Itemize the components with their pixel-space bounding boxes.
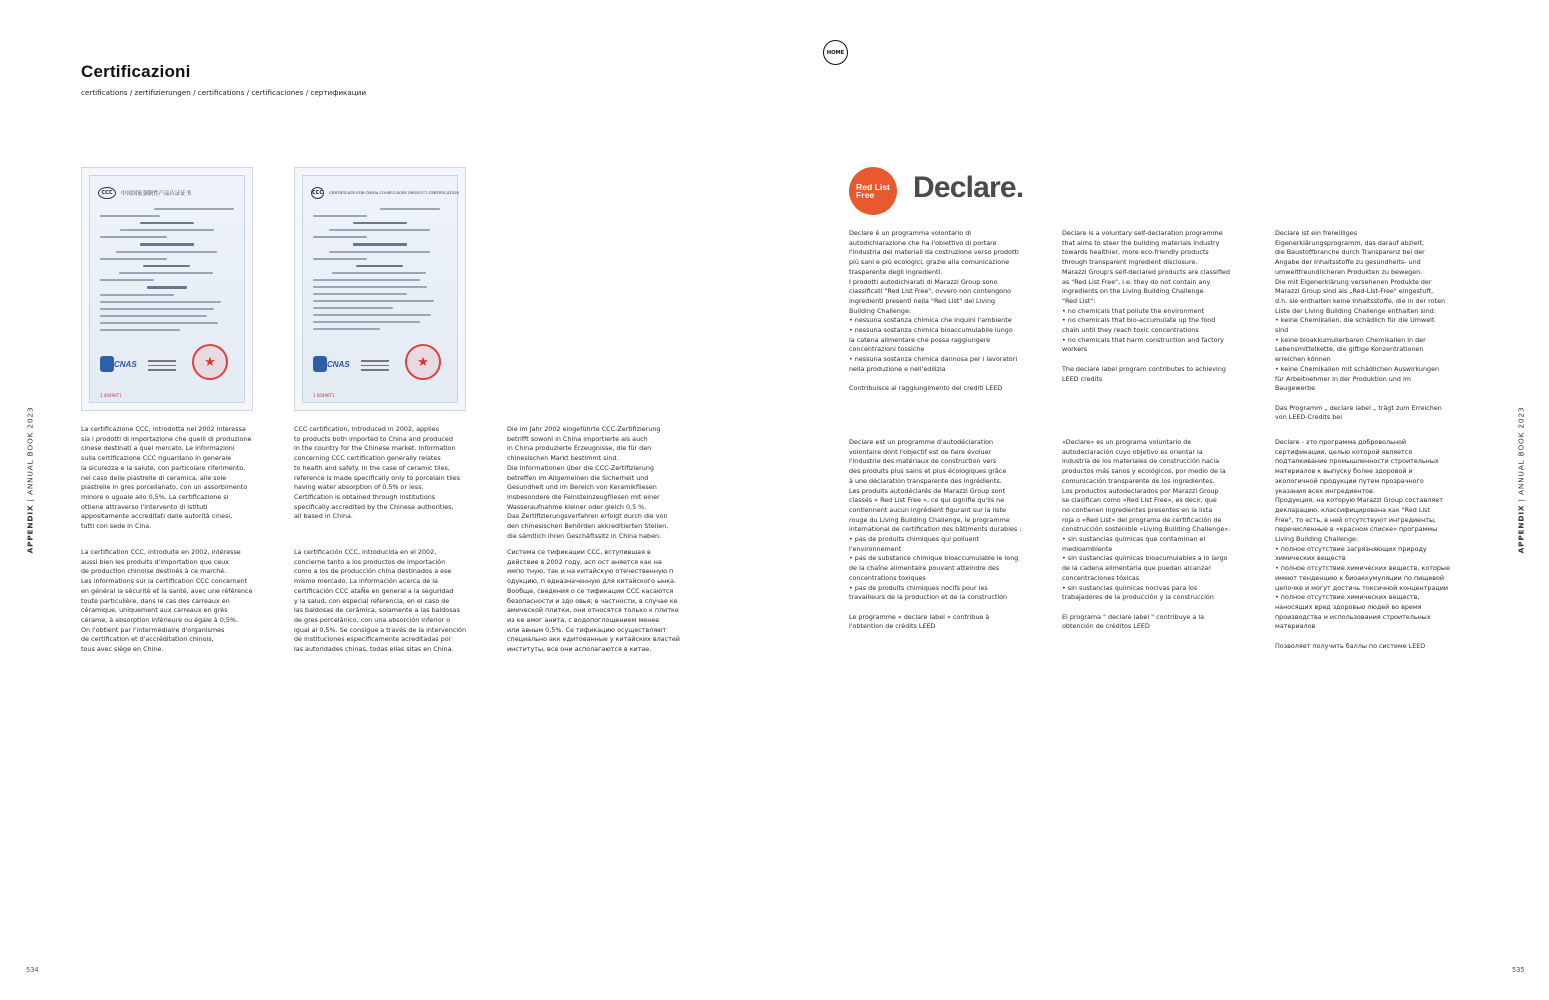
home-button[interactable]: HOME	[823, 40, 848, 65]
certificate-paper	[302, 175, 458, 403]
certificate-heading: 中国国家强制性产品认证证书	[121, 191, 192, 197]
certificate-body-lines	[313, 208, 447, 335]
red-list-free-badge	[849, 167, 897, 215]
red-seal-icon	[192, 344, 228, 380]
declare-text-italian: Declare è un programma volontario di autodichiarazione che ha l'obiettivo di portare l'industria dei materiali da costruzione verso prodotti più sani e più ecologici, grazie alla comunicazione trasparente degli ingredienti. I prodotti autodichiarati di Marazzi Group sono classificati "Red List Free", ovvero non contengono ingredienti presenti nella "Red List" del Living Building Challenge: • nessuna sostanza chimica che inquini l'ambiente • nessuna sostanza chimica bioaccumulabile lungo la catena alimentare che possa raggiungere concentrazioni tossiche • nessuna sostanza chimica dannosa per i lavoratori nella produzione e nell'edilizia Contribuisce al raggiungimento dei crediti LEED	[849, 229, 1019, 393]
ccc-certificate-image-english	[294, 167, 466, 411]
certificate-body-lines	[100, 208, 234, 336]
side-label-rest: | ANNUAL BOOK 2023	[1516, 406, 1526, 505]
declare-text-english: Declare is a voluntary self-declaration programme that aims to steer the building materials industry towards healthier, more eco-friendly products through transparent ingredient disclosure. Marazzi Group's self-declared products are classified as "Red List Free", i.e. they do not contain any ingredients on the Living Building Challenge "Red List": • no chemicals that pollute the environment • no chemicals that bio-accumulate up the food chain until they reach toxic concentrations • no chemicals that harm construction and factory workers The declare label program contributes to achieving LEED credits	[1062, 229, 1230, 383]
page-subtitle: certifications / zertifizierungen / certifications / certificaciones / сертификации	[81, 88, 367, 97]
cnas-caption	[361, 360, 389, 374]
side-label-rest: | ANNUAL BOOK 2023	[25, 406, 35, 505]
side-label-right	[1515, 406, 1527, 554]
ccc-text-spanish: La certificación CCC, introducida en el 2002, concierne tanto a los productos de importación como a los de producción china destinados a ese mismo mercado. La información acerca de la certificación CCC ataÑe en general a la seguridad y la salud, con especial referencia, en el caso de las baldosas de cerámica, solamente a las baldosas de gres porcelánico, con una absorción inferior o igual al 0,5%. Se consigue a través de la intervención de instituciones específicamente acreditadas por las autoridades chinas, todas ellas sitas en China.	[294, 548, 467, 654]
ccc-logo-icon: CCC	[98, 187, 116, 199]
ccc-text-italian: La certificazione CCC, introdotta nel 2002 interessa sia i prodotti di importazione che quelli di produzione cinese destinati a quel mercato. Le informazioni sulla certificazione CCC riguardano in generale la sicurezza e la salute, con particolare riferimento, nel caso delle piastrelle di ceramica, alle sole piastrelle in gres porcellanato, con un assorbimento minore o uguale allo 0,5%. La certificazione si ottiene attraverso l'intervento di istituti appositamente accreditati dalle autorità cinesi, tutti con sede in Cina.	[81, 425, 252, 531]
page-title: Certificazioni	[81, 62, 191, 81]
cnas-logo: CNAS	[327, 360, 350, 369]
certificate-paper	[89, 175, 245, 403]
certificate-code: 1 00490T1	[313, 393, 335, 398]
cnas-logo: CNAS	[114, 360, 137, 369]
declare-logo: Declare.	[913, 171, 1024, 204]
ccc-certificate-image-chinese	[81, 167, 253, 411]
side-label-bold: APPENDIX	[1516, 504, 1526, 554]
ccc-text-german: Die im Jahr 2002 eingeführte CCC-Zertifizierung betrifft sowohl in China importierte als auch in China produzierte Erzeugnisse, die für den chinesischen Markt bestimmt sind. Die Informationen über die CCC-Zertifizierung betreffen im Allgemeinen die Sicherheit und Gesundheit und im Bereich von Keramikfliesen insbesondere die Feinsteinzeugfliesen mit einer Wasseraufnahme kleiner oder gleich 0,5 %. Das Zertifizierungsverfahren erfolgt durch die von den chinesischen Behörden akkreditierten Stellen, die sämtlich ihren Geschäftssitz in China haben.	[507, 425, 669, 540]
declare-text-russian: Declare - это программа добровольной сертификации, целью которой является подталкивание промышленности строительных материалов к выпуску более здоровой и экологичной продукции путем прозрачного указания всех ингредиентов. Продукция, на которую Marazzi Group составляет декларацию, классифицирована как "Red List Free", то есть, в ней отсутствуют ингредиенты, перечисленные в «красном списке» программы Living Building Challenge: • полное отсутствие загрязняющих природу химических веществ • полное отсутствие химических веществ, которые имеют тенденцию к биоаккумуляции по пищевой цепочке и могут достичь токсичной концентрации • полное отсутствие химических веществ, наносящих вред здоровью людей во время производства и использования строительных материалов Позволяет получить баллы по системе LEED	[1275, 438, 1450, 650]
red-list-free-line2: Free	[856, 190, 875, 200]
page-number-left: 534	[26, 966, 39, 974]
side-label-bold: APPENDIX	[25, 504, 35, 554]
certificate-header	[98, 186, 236, 200]
certificate-header	[311, 186, 460, 200]
side-label-left	[24, 406, 36, 554]
declare-text-french: Declare est un programme d'autodéclaration volontaire dont l'objectif est de faire évoluer l'industrie des matériaux de construction vers des produits plus sains et plus écologiques grâce à une déclaration transparente des ingrédients. Les produits autodéclarés de Marazzi Group sont classés « Red List Free », ce qui signifie qu'ils ne contiennent aucun ingrédient figurant sur la liste rouge du Living Building Challenge, le programme international de certification des bâtiments durables : • pas de produits chimiques qui polluent l'environnement • pas de substance chimique bioaccumulable le long de la chaîne alimentaire pouvant atteindre des concentrations toxiques • pas de produits chimiques nocifs pour les travailleurs de la production et de la construction Le programme « declare label » contribue à l'obtention de crédits LEED	[849, 438, 1022, 631]
ccc-logo-icon: CCC	[311, 187, 324, 199]
certificate-footer	[313, 352, 447, 386]
declare-text-spanish: «Declare» es un programa voluntario de autodeclaración cuyo objetivo es orientar la industria de los materiales de construcción hacia productos más sanos y ecológicos, por medio de la comunicación transparente de los ingredientes. Los productos autodeclarados por Marazzi Group se clasifican como «Red List Free», es decir, que no contienen ingredientes presentes en la lista roja o «Red List» del programa de certificación de construcción sostenible «Living Building Challenge»: • sin sustancias químicas que contaminan el medioambiente • sin sustancias químicas bioacumulables a lo largo de la cadena alimentaria que puedan alcanzar concentraciones tóxicas • sin sustancias químicas nocivas para los trabajadores de la producción y la construcción El programa " declare label " contribuye a la obtención de créditos LEED	[1062, 438, 1231, 631]
ccc-text-english: CCC certification, introduced in 2002, applies to products both imported to China and produced in the country for the Chinese market. Information concerning CCC certification generally relates to health and safety. In the case of ceramic tiles, reference is made specifically only to porcelain tiles having water absorption of 0.5% or less. Certification is obtained through institutions specifically accredited by the Chinese authorities, all based in China.	[294, 425, 461, 521]
star-icon: ★	[204, 354, 216, 370]
cnas-caption	[148, 360, 176, 374]
page-number-right: 535	[1512, 966, 1525, 974]
certificate-code: 1 00490T1	[100, 393, 122, 398]
accreditation-badge-icon	[100, 356, 114, 372]
star-icon: ★	[417, 354, 429, 370]
declare-text-german: Declare ist ein freiwilliges Eigenerklärungsprogramm, das darauf abzielt, die Baustoffbranche durch Transparenz bei der Angabe der Inhaltsstoffe zu gesundheits- und umweltfreundlicheren Produkten zu bewegen. Die mit Eigenerklärung versehenen Produkte der Marazzi Group sind als „Red-List-Free" eingestuft, d.h. sie enthalten keine Inhaltsstoffe, die in der roten Liste der Living Building Challenge enthalten sind: • keine Chemikalien, die schädlich für die Umwelt sind • keine bioakkumulierbaren Chemikalien in der Lebensmittelkette, die giftige Konzentrationen erreichen können • keine Chemikalien mit schädlichen Auswirkungen für Arbeitnehmer in der Produktion und im Baugewerbe Das Programm „ declare label „ trägt zum Erreichen von LEED-Credits bei	[1275, 229, 1446, 422]
red-seal-icon	[405, 344, 441, 380]
ccc-text-french: La certification CCC, introduite en 2002, intéresse aussi bien les produits d'importation que ceux de production chinoise destinés à ce marché. Les informations sur la certification CCC concernent en général la sécurité et la santé, avec une référence toute particulière, dans le cas des carreaux en céramique, uniquement aux carreaux en grès cérame, à absorption inférieure ou égale à 0,5%. On l'obtient par l'intermédiaire d'organismes de certification et d'accréditation chinois, tous avec siège en Chine.	[81, 548, 253, 654]
accreditation-badge-icon	[313, 356, 327, 372]
red-list-free-line1: Red List	[856, 181, 890, 192]
ccc-text-russian: Система се тификации CCC, вступившая в действие в 2002 году, асп ост аняется как на импо тную, так и на китайскую отечественную п одукцию, п едназначенную для китайского ынка. Вообще, сведения о се тификации CCC касаются безопасности и здо овья; в частности, в случае ке амической плитки, они относятся только к плитке из ке амог анита, с водопоглощением менее или авным 0,5%. Се тификацию осуществляют специально акк едитованные у китайских властей институты, все они асполагаются в китае.	[507, 548, 680, 654]
certificate-heading: CERTIFICATE FOR CHINA COMPULSORY PRODUCT CERTIFICATION	[329, 191, 460, 195]
certificate-footer	[100, 352, 234, 386]
